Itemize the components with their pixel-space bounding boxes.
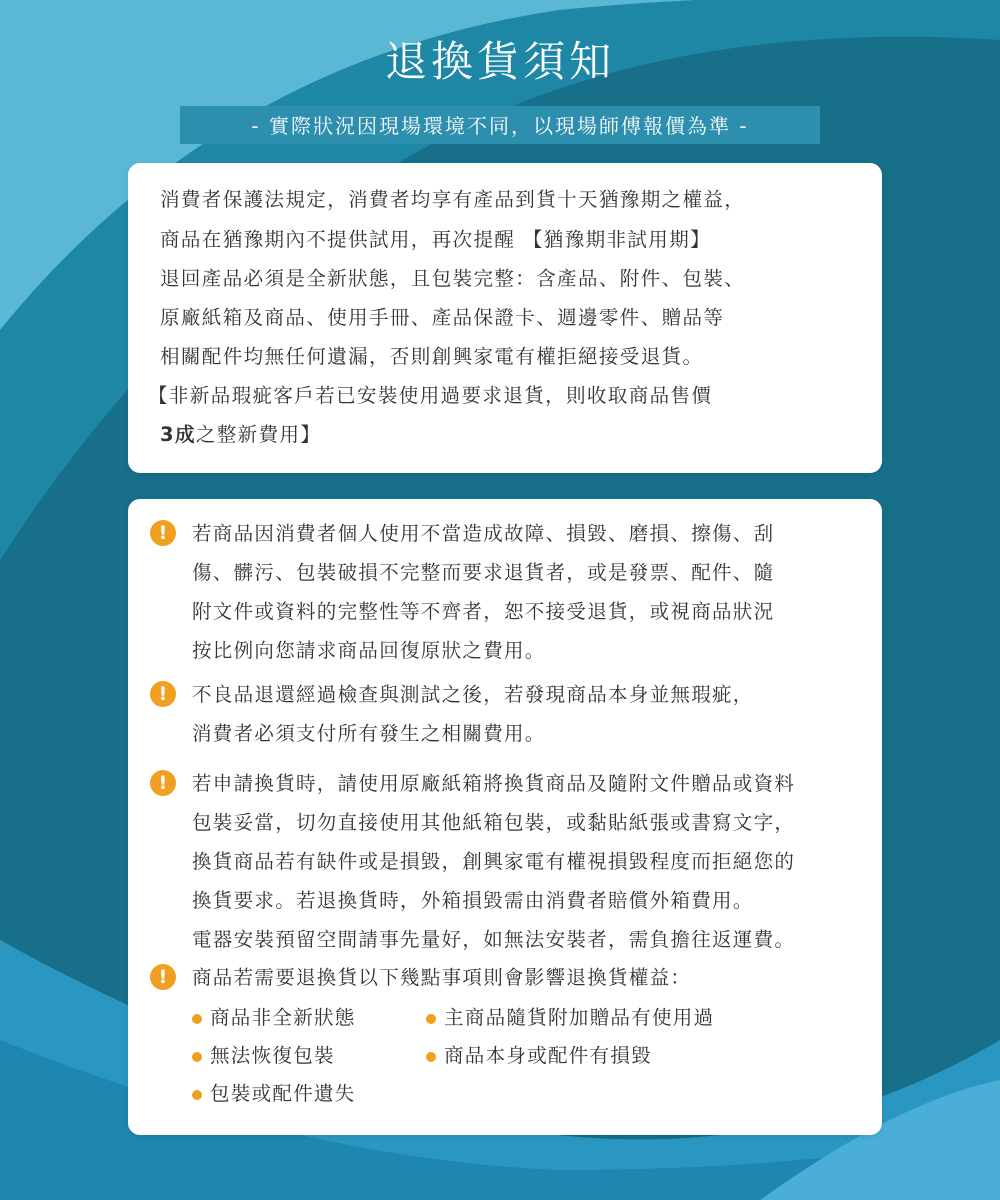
condition-item — [192, 1081, 356, 1107]
warning-line: 消費者必須支付所有發生之相關費用。 — [192, 722, 546, 745]
bullet-dot — [192, 1014, 202, 1024]
bullet-dot — [426, 1052, 436, 1062]
warning-line: 電器安裝預留空間請事先量好，如無法安裝者，需負擔往返運費。 — [192, 928, 796, 951]
consumer-protection-card — [128, 163, 882, 473]
condition-text: 商品本身或配件有損毀 — [444, 1044, 653, 1067]
notice-line: 相關配件均無任何遺漏，否則創興家電有權拒絕接受退貨。 — [160, 345, 704, 368]
page-header — [0, 30, 1000, 144]
warning-line: 包裝妥當，切勿直接使用其他紙箱包裝，或黏貼紙張或書寫文字， — [192, 811, 796, 834]
condition-item — [426, 1005, 714, 1031]
notice-line-red — [160, 422, 321, 448]
notice-line: 消費者保護法規定，消費者均享有產品到貨十天猶豫期之權益， — [160, 188, 746, 211]
warning-line: 附文件或資料的完整性等不齊者，恕不接受退貨，或視商品狀況 — [192, 600, 775, 623]
warning-item — [150, 963, 866, 1113]
condition-item — [192, 1005, 356, 1031]
warning-icon: ! — [150, 770, 176, 796]
warning-line: 商品若需要退換貨以下幾點事項則會影響退換貨權益： — [192, 966, 692, 989]
bullet-dot — [192, 1052, 202, 1062]
condition-text: 商品非全新狀態 — [210, 1006, 356, 1029]
warning-item — [150, 680, 866, 750]
notice-line-red: 【非新品瑕疵客戶若已安裝使用過要求退貨，則收取商品售價 — [148, 384, 713, 407]
warning-line: 換貨要求。若退換貨時，外箱損毀需由消費者賠償外箱費用。 — [192, 889, 754, 912]
warning-line: 傷、髒污、包裝破損不完整而要求退貨者，或是發票、配件、隨 — [192, 561, 775, 584]
condition-text: 無法恢復包裝 — [210, 1044, 335, 1067]
trial-notice-text: 商品在猶豫期內不提供試用，再次提醒 — [160, 228, 523, 251]
warning-line: 按比例向您請求商品回復原狀之費用。 — [192, 639, 546, 662]
page-subtitle: - 實際狀況因現場環境不同，以現場師傅報價為準 - — [180, 106, 820, 144]
warning-line: 換貨商品若有缺件或是損毀，創興家電有權視損毀程度而拒絕您的 — [192, 850, 796, 873]
warning-line: 若商品因消費者個人使用不當造成故障、損毀、磨損、擦傷、刮 — [192, 522, 775, 545]
warning-icon: ! — [150, 681, 176, 707]
notice-line: 退回產品必須是全新狀態，且包裝完整：含產品、附件、包裝、 — [160, 267, 746, 290]
refurbish-fee-text: 之整新費用】 — [195, 423, 322, 446]
condition-text: 主商品隨貨附加贈品有使用過 — [444, 1006, 715, 1029]
warning-item — [150, 769, 866, 959]
condition-item — [426, 1043, 652, 1069]
notice-line: 原廠紙箱及商品、使用手冊、產品保證卡、週邊零件、贈品等 — [160, 306, 725, 329]
bullet-dot — [192, 1090, 202, 1100]
warning-line: 若申請換貨時，請使用原廠紙箱將換貨商品及隨附文件贈品或資料 — [192, 772, 796, 795]
warning-line: 不良品退還經過檢查與測試之後，若發現商品本身並無瑕疵， — [192, 683, 754, 706]
bullet-dot — [426, 1014, 436, 1024]
warning-item — [150, 519, 866, 669]
trial-notice-highlight: 【猶豫期非試用期】 — [522, 228, 712, 251]
notice-line-red — [160, 227, 711, 253]
refurbish-rate: 3成 — [160, 423, 196, 446]
condition-item — [192, 1043, 335, 1069]
warning-icon: ! — [150, 964, 176, 990]
return-rules-card — [128, 499, 882, 1135]
page-title: 退換貨須知 — [384, 37, 615, 86]
warning-icon: ! — [150, 520, 176, 546]
condition-text: 包裝或配件遺失 — [210, 1082, 356, 1105]
